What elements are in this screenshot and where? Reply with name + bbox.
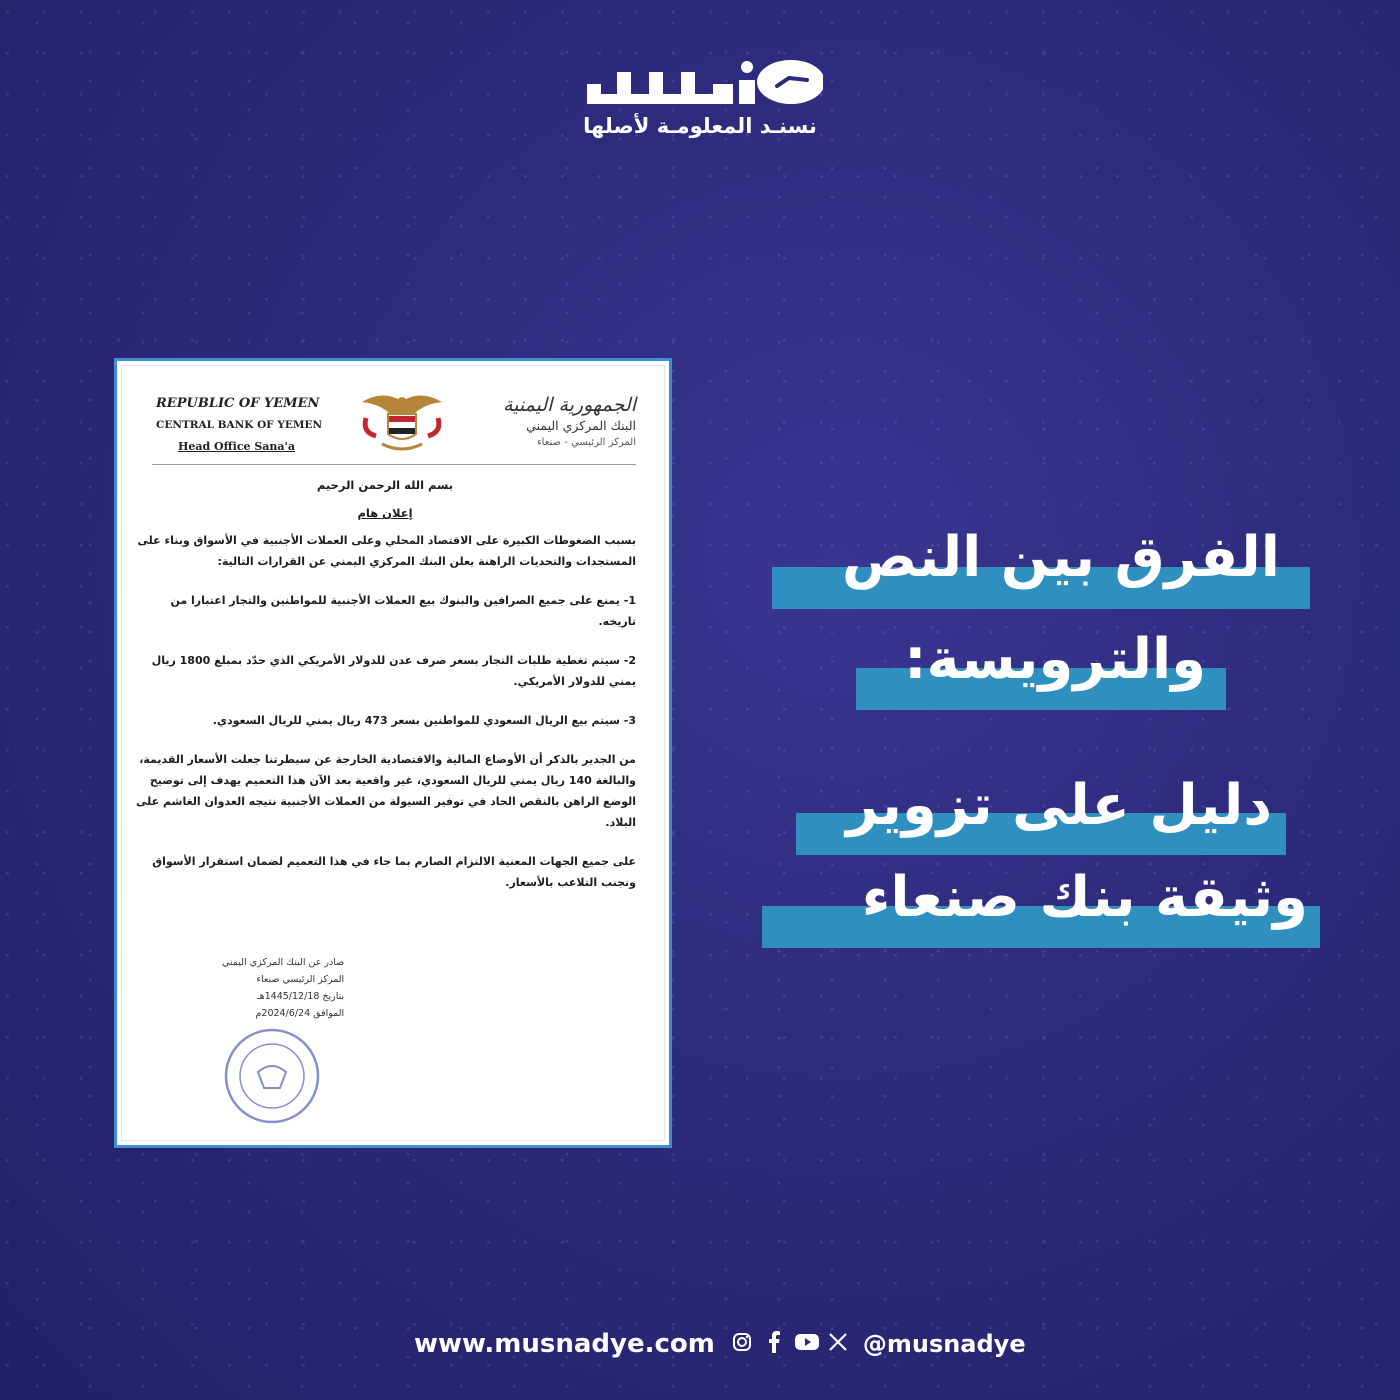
headline-line2: والترويسة: [904, 627, 1206, 692]
paragraph-note: من الجدير بالذكر أن الأوضاع المالية والاقتصادية الخارجة عن سيطرتنا جعلت الأسعار القديمة، والبالغة 140 ريال يمني للريال السعودي، غير واقعية بعد الآن هذا التعميم يهدف إلى توضيح الوضع الراهن بالنقص الحاد في توفير السيولة من العملات الأجنبية نتيجه العدوان الغاشم على البلاد. [136, 753, 636, 829]
youtube-icon[interactable] [795, 1332, 817, 1356]
header-ar-line2: البنك المركزي اليمني [526, 418, 636, 433]
paragraph-decision-1: 1- يمنع على جميع الصرافين والبنوك بيع العملات الأجنبية للمواطنين والتجار اعتبارا من تاريخه. [170, 594, 636, 628]
headline-line1: الفرق بين النص [841, 525, 1280, 590]
yemen-eagle-emblem-icon [352, 388, 452, 458]
headline-line3: دليل على تزوير [846, 773, 1272, 838]
header-arabic [503, 394, 636, 448]
paragraph-decision-2: 2- سيتم تغطية طلبات التجار بسعر صرف عدن للدولار الأمريكي الذي حدّد بمبلغ 1800 ريال يمني للدولار الأمريكي. [151, 654, 636, 688]
signature-line2: المركز الرئيسي صنعاء [256, 974, 345, 985]
facebook-icon[interactable] [763, 1331, 785, 1358]
instagram-icon[interactable] [731, 1332, 753, 1357]
announcement-title: إعلان هام [357, 506, 413, 520]
website-link[interactable]: www.musnadye.com [414, 1329, 715, 1359]
header-ar-line3: المركز الرئيسي - صنعاء [536, 437, 636, 448]
header-en-line2: CENTRAL BANK OF YEMEN [156, 419, 323, 431]
paragraph-decision-3: 3- سيتم بيع الريال السعودي للمواطنين بسعر 473 ريال يمني للريال السعودي. [212, 714, 636, 727]
bank-document [114, 358, 672, 1148]
basmala: بسم الله الرحمن الرحيم [316, 478, 454, 492]
signature-line1: صادر عن البنك المركزي اليمني [222, 957, 345, 968]
signature-line3: بتاريخ 1445/12/18هـ [256, 991, 345, 1002]
paragraph-intro: بسبب الضغوطات الكبيرة على الاقتصاد المحلي وعلى العملات الأجنبية في الأسواق وبناء على المستجدات والتحديات الراهنة يعلن البنك المركزي اليمني عن القرارات التالية: [137, 534, 636, 568]
signature-block [222, 954, 344, 1022]
header-en-line3: Head Office Sana'a [178, 440, 296, 453]
header-divider [152, 464, 636, 465]
document-body [134, 478, 636, 893]
header-english [156, 396, 322, 453]
musnad-wordmark-icon [583, 58, 823, 110]
social-handle[interactable]: @musnadye [862, 1330, 1026, 1358]
paragraph-closing: على جميع الجهات المعنية الالتزام الصارم بما جاء في هذا التعميم لضمان استقرار الأسواق وتجنب التلاعب بالأسعار. [152, 855, 636, 889]
musnad-logo [575, 58, 825, 140]
footer [414, 1326, 1026, 1362]
logo-tagline: نسنـد المعلومـة لأصلها [583, 114, 817, 138]
signature-line4: الموافق 2024/6/24م [255, 1008, 345, 1019]
x-twitter-icon[interactable] [827, 1332, 849, 1357]
header-ar-line1: الجمهورية اليمنية [502, 394, 636, 416]
bank-stamp-icon [222, 1026, 322, 1126]
headline-line4: وثيقة بنك صنعاء [861, 865, 1308, 930]
header-en-line1: REPUBLIC OF YEMEN [156, 396, 320, 411]
